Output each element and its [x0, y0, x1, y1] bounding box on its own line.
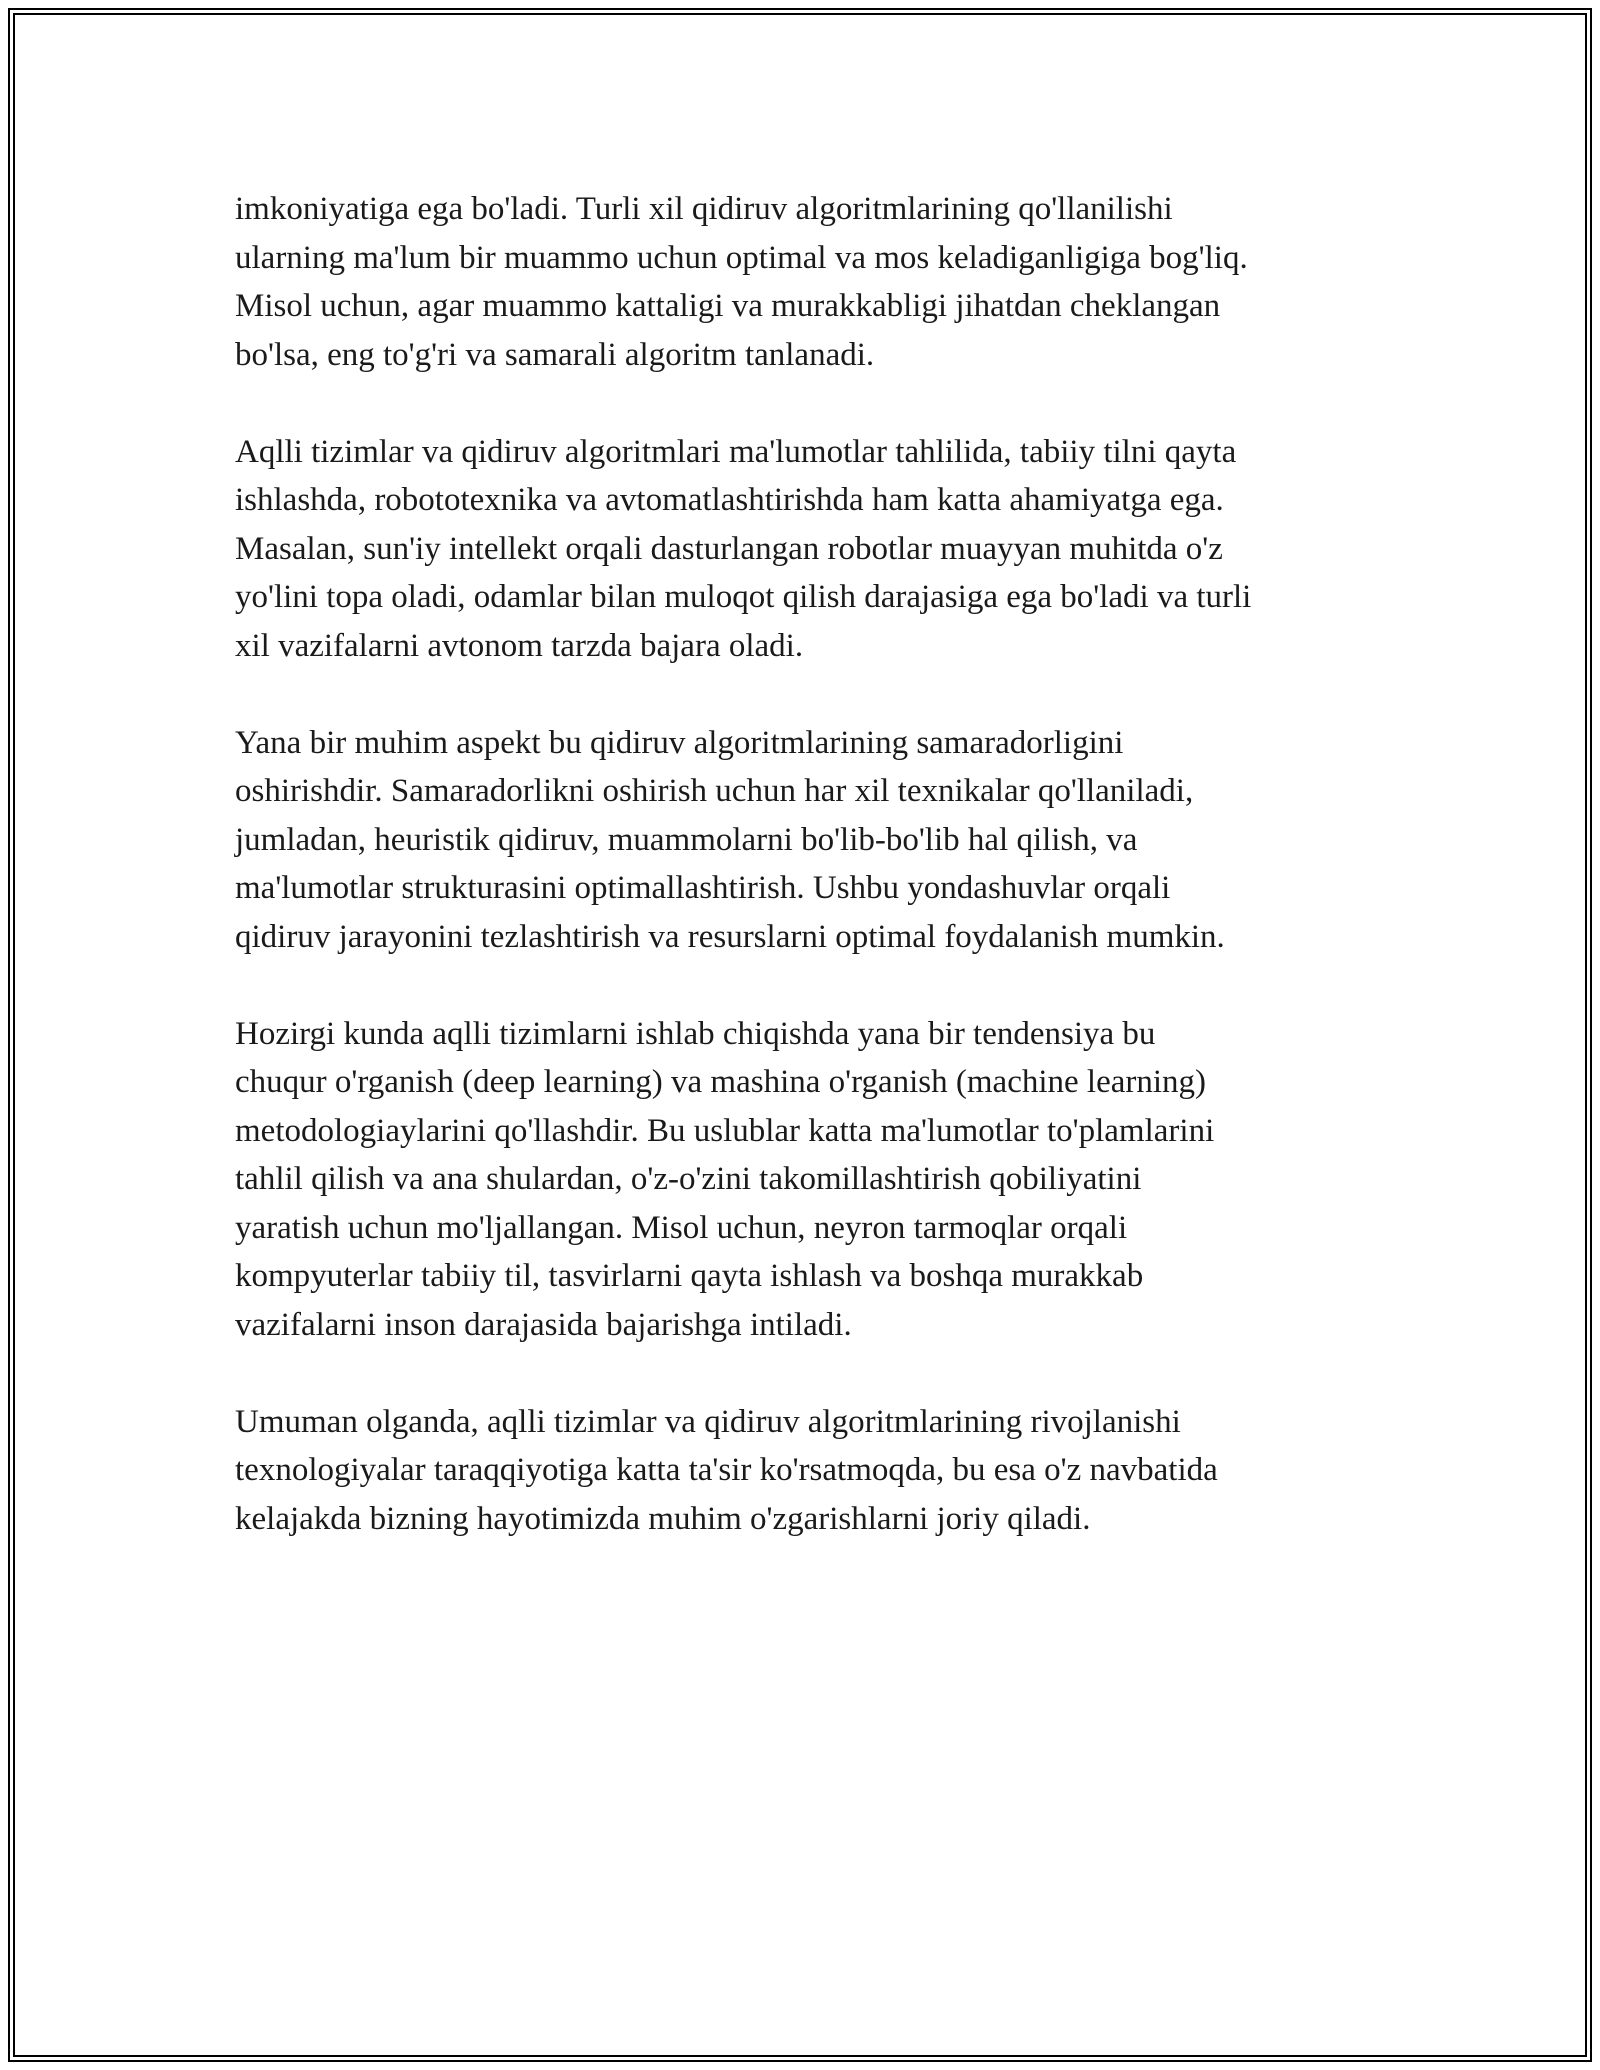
paragraph-5: Umuman olganda, aqlli tizimlar va qidiruv algoritmlarining rivojlanishi texnologiyalar taraqqiyotiga katta ta'sir ko'rsatmoqda, bu esa o'z navbatida kelajakda bizning hayotimizda muhim o'zgarishlarni joriy qiladi. — [235, 1403, 1218, 1537]
paragraph-1: imkoniyatiga ega bo'ladi. Turli xil qidiruv algoritmlarining qo'llanilishi ularning ma'lum bir muammo uchun optimal va mos keladiganligiga bog'liq. Misol uchun, agar muammo kattaligi va murakkabligi jihatdan cheklangan bo'lsa, eng to'g'ri va samarali algoritm tanlanadi. — [235, 191, 1248, 373]
document-body — [235, 185, 1385, 1592]
paragraph-3: Yana bir muhim aspekt bu qidiruv algoritmlarining samaradorligini oshirishdir. Samaradorlikni oshirish uchun har xil texnikalar qo'llaniladi, jumladan, heuristik qidiruv, muammolarni bo'lib-bo'lib hal qilish, va ma'lumotlar strukturasini optimallashtirish. Ushbu yondashuvlar orqali qidiruv jarayonini tezlashtirish va resurslarni optimal foydalanish mumkin. — [235, 724, 1225, 955]
paragraph-2: Aqlli tizimlar va qidiruv algoritmlari ma'lumotlar tahlilida, tabiiy tilni qayta ishlashda, robototexnika va avtomatlashtirishda ham katta ahamiyatga ega. Masalan, sun'iy intellekt orqali dasturlangan robotlar muayyan muhitda o'z yo'lini topa oladi, odamlar bilan muloqot qilish darajasiga ega bo'ladi va turli xil vazifalarni avtonom tarzda bajara oladi. — [235, 433, 1252, 664]
paragraph-4: Hozirgi kunda aqlli tizimlarni ishlab chiqishda yana bir tendensiya bu chuqur o'rganish (deep learning) va mashina o'rganish (machine learning) metodologiaylarini qo'llashdir. Bu uslublar katta ma'lumotlar to'plamlarini tahlil qilish va ana shulardan, o'z-o'zini takomillashtirish qobiliyatini yaratish uchun mo'ljallangan. Misol uchun, neyron tarmoqlar orqali kompyuterlar tabiiy til, tasvirlarni qayta ishlash va boshqa murakkab vazifalarni inson darajasida bajarishga intiladi. — [235, 1015, 1215, 1343]
